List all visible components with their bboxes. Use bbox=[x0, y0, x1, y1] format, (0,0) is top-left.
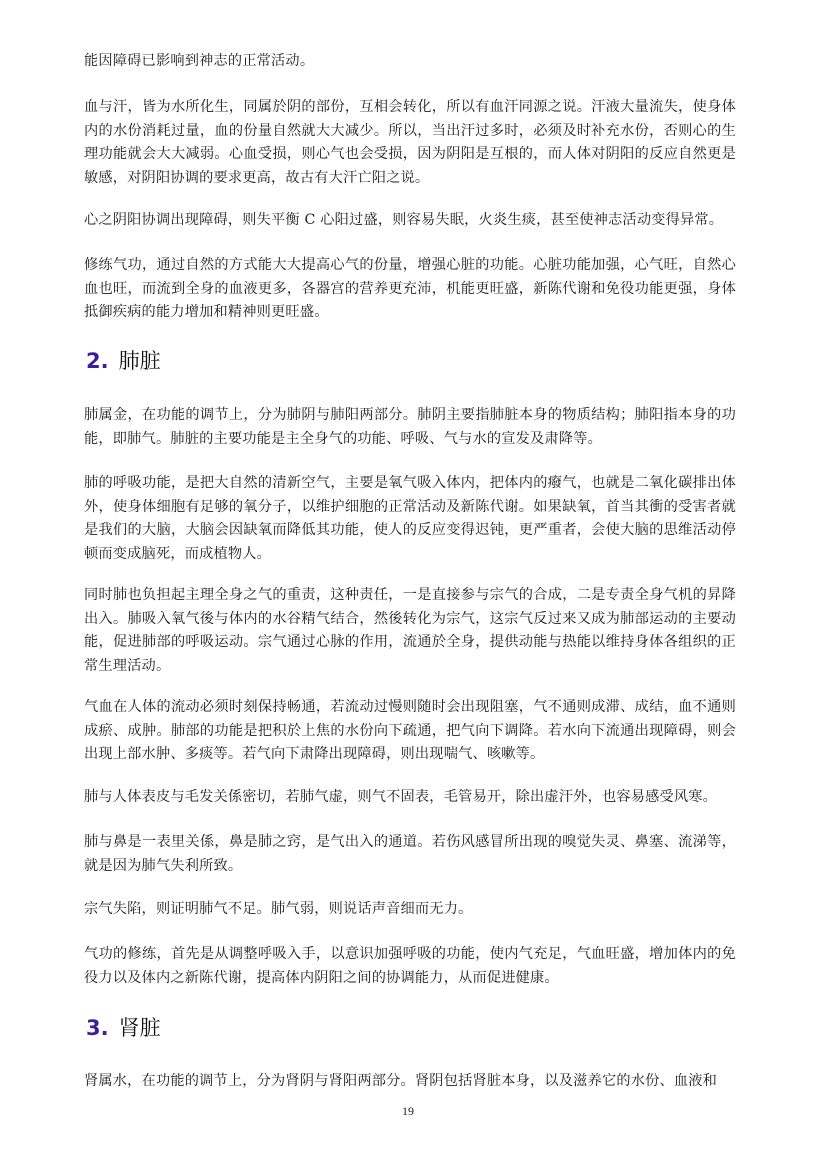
section-heading-kidney bbox=[86, 1012, 161, 1042]
section-heading-lung bbox=[86, 345, 161, 375]
paragraph-blood-sweat: 血与汗，皆为水所化生，同属於阴的部份，互相会转化，所以有血汗同源之说。汗液大量流失，使身体内的水份消耗过量，血的份量自然就大大减少。所以，当出汗过多时，必须及时补充水份，否则心的生理功能就会大大减弱。心血受损，则心气也会受损，因为阴阳是互根的，而人体对阴阳的反应自然更是敏感，对阴阳协调的要求更高，故古有大汗亡阳之说。 bbox=[84, 99, 736, 186]
page-number: 19 bbox=[402, 1104, 414, 1118]
paragraph-lung-qigong: 气功的修练，首先是从调整呼吸入手，以意识加强呼吸的功能，使内气充足，气血旺盛，增加体内的免役力以及体内之新陈代谢，提高体内阴阳之间的协调能力，从而促进健康。 bbox=[84, 946, 736, 986]
section-number: 2. bbox=[86, 349, 109, 373]
paragraph-lung-weak: 宗气失陷，则证明肺气不足。肺气弱，则说话声音细而无力。 bbox=[84, 901, 473, 917]
paragraph-kidney-intro: 肾属水，在功能的调节上，分为肾阴与肾阳两部分。肾阴包括肾脏本身，以及滋养它的水份、血液和 bbox=[84, 1073, 718, 1089]
paragraph-heart-yin-yang: 心之阴阳协调出现障碍，则失平衡 C 心阳过盛，则容易失眠，火炎生痰，甚至使神志活动变得异常。 bbox=[84, 212, 724, 228]
paragraph-lung-intro: 肺属金，在功能的调节上，分为肺阴与肺阳两部分。肺阴主要指肺脏本身的物质结构；肺阳指本身的功能，即肺气。肺脏的主要功能是主全身气的功能、呼吸、气与水的宣发及肃降等。 bbox=[84, 407, 736, 447]
section-title: 肺脏 bbox=[118, 349, 161, 373]
paragraph-lung-qi: 同时肺也负担起主理全身之气的重责，这种责任，一是直接参与宗气的合成，二是专责全身气机的昇降出入。肺吸入氧气後与体内的水谷精气结合，然後转化为宗气，这宗气反过来又成为肺部运动的主要动能，促进肺部的呼吸运动。宗气通过心脉的作用，流通於全身，提供动能与热能以维持身体各组织的正常生理活动。 bbox=[84, 587, 736, 674]
paragraph-lung-skin: 肺与人体表皮与毛发关係密切，若肺气虚，则气不固表，毛管易开，除出虚汗外，也容易感受风寒。 bbox=[84, 789, 718, 805]
paragraph-heart-shen-continued: 能因障碍已影响到神志的正常活动。 bbox=[84, 53, 315, 69]
section-title: 肾脏 bbox=[118, 1016, 161, 1040]
section-number: 3. bbox=[86, 1016, 109, 1040]
paragraph-lung-breathing: 肺的呼吸功能，是把大自然的清新空气，主要是氧气吸入体内，把体内的癈气，也就是二氧化碳排出体外，使身体细胞有足够的氧分子，以维护细胞的正常活动及新陈代谢。如果缺氧，首当其衝的受害者就是我们的大脑，大脑会因缺氧而降低其功能，使人的反应变得迟钝，更严重者，会使大脑的思维活动停顿而变成脑死，而成植物人。 bbox=[84, 475, 736, 562]
paragraph-lung-circulation: 气血在人体的流动必须时刻保持畅通，若流动过慢则随时会出现阻塞，气不通则成滞、成结，血不通则成瘀、成肿。肺部的功能是把积於上焦的水份向下疏通，把气向下调降。若水向下流通出现障碍，则会出现上部水肿、多痰等。若气向下肃降出现障碍，则出现喘气、咳嗽等。 bbox=[84, 699, 736, 762]
paragraph-lung-nose: 肺与鼻是一表里关係，鼻是肺之窍，是气出入的通道。若伤风感冒所出现的嗅觉失灵、鼻塞、流涕等，就是因为肺气失利所致。 bbox=[84, 834, 736, 874]
paragraph-heart-qigong: 修练气功，通过自然的方式能大大提高心气的份量，增强心脏的功能。心脏功能加强，心气旺，自然心血也旺，而流到全身的血液更多，各器宫的营养更充沛，机能更旺盛，新陈代谢和免役功能更强，身体抵御疾病的能力增加和精神则更旺盛。 bbox=[84, 257, 736, 320]
